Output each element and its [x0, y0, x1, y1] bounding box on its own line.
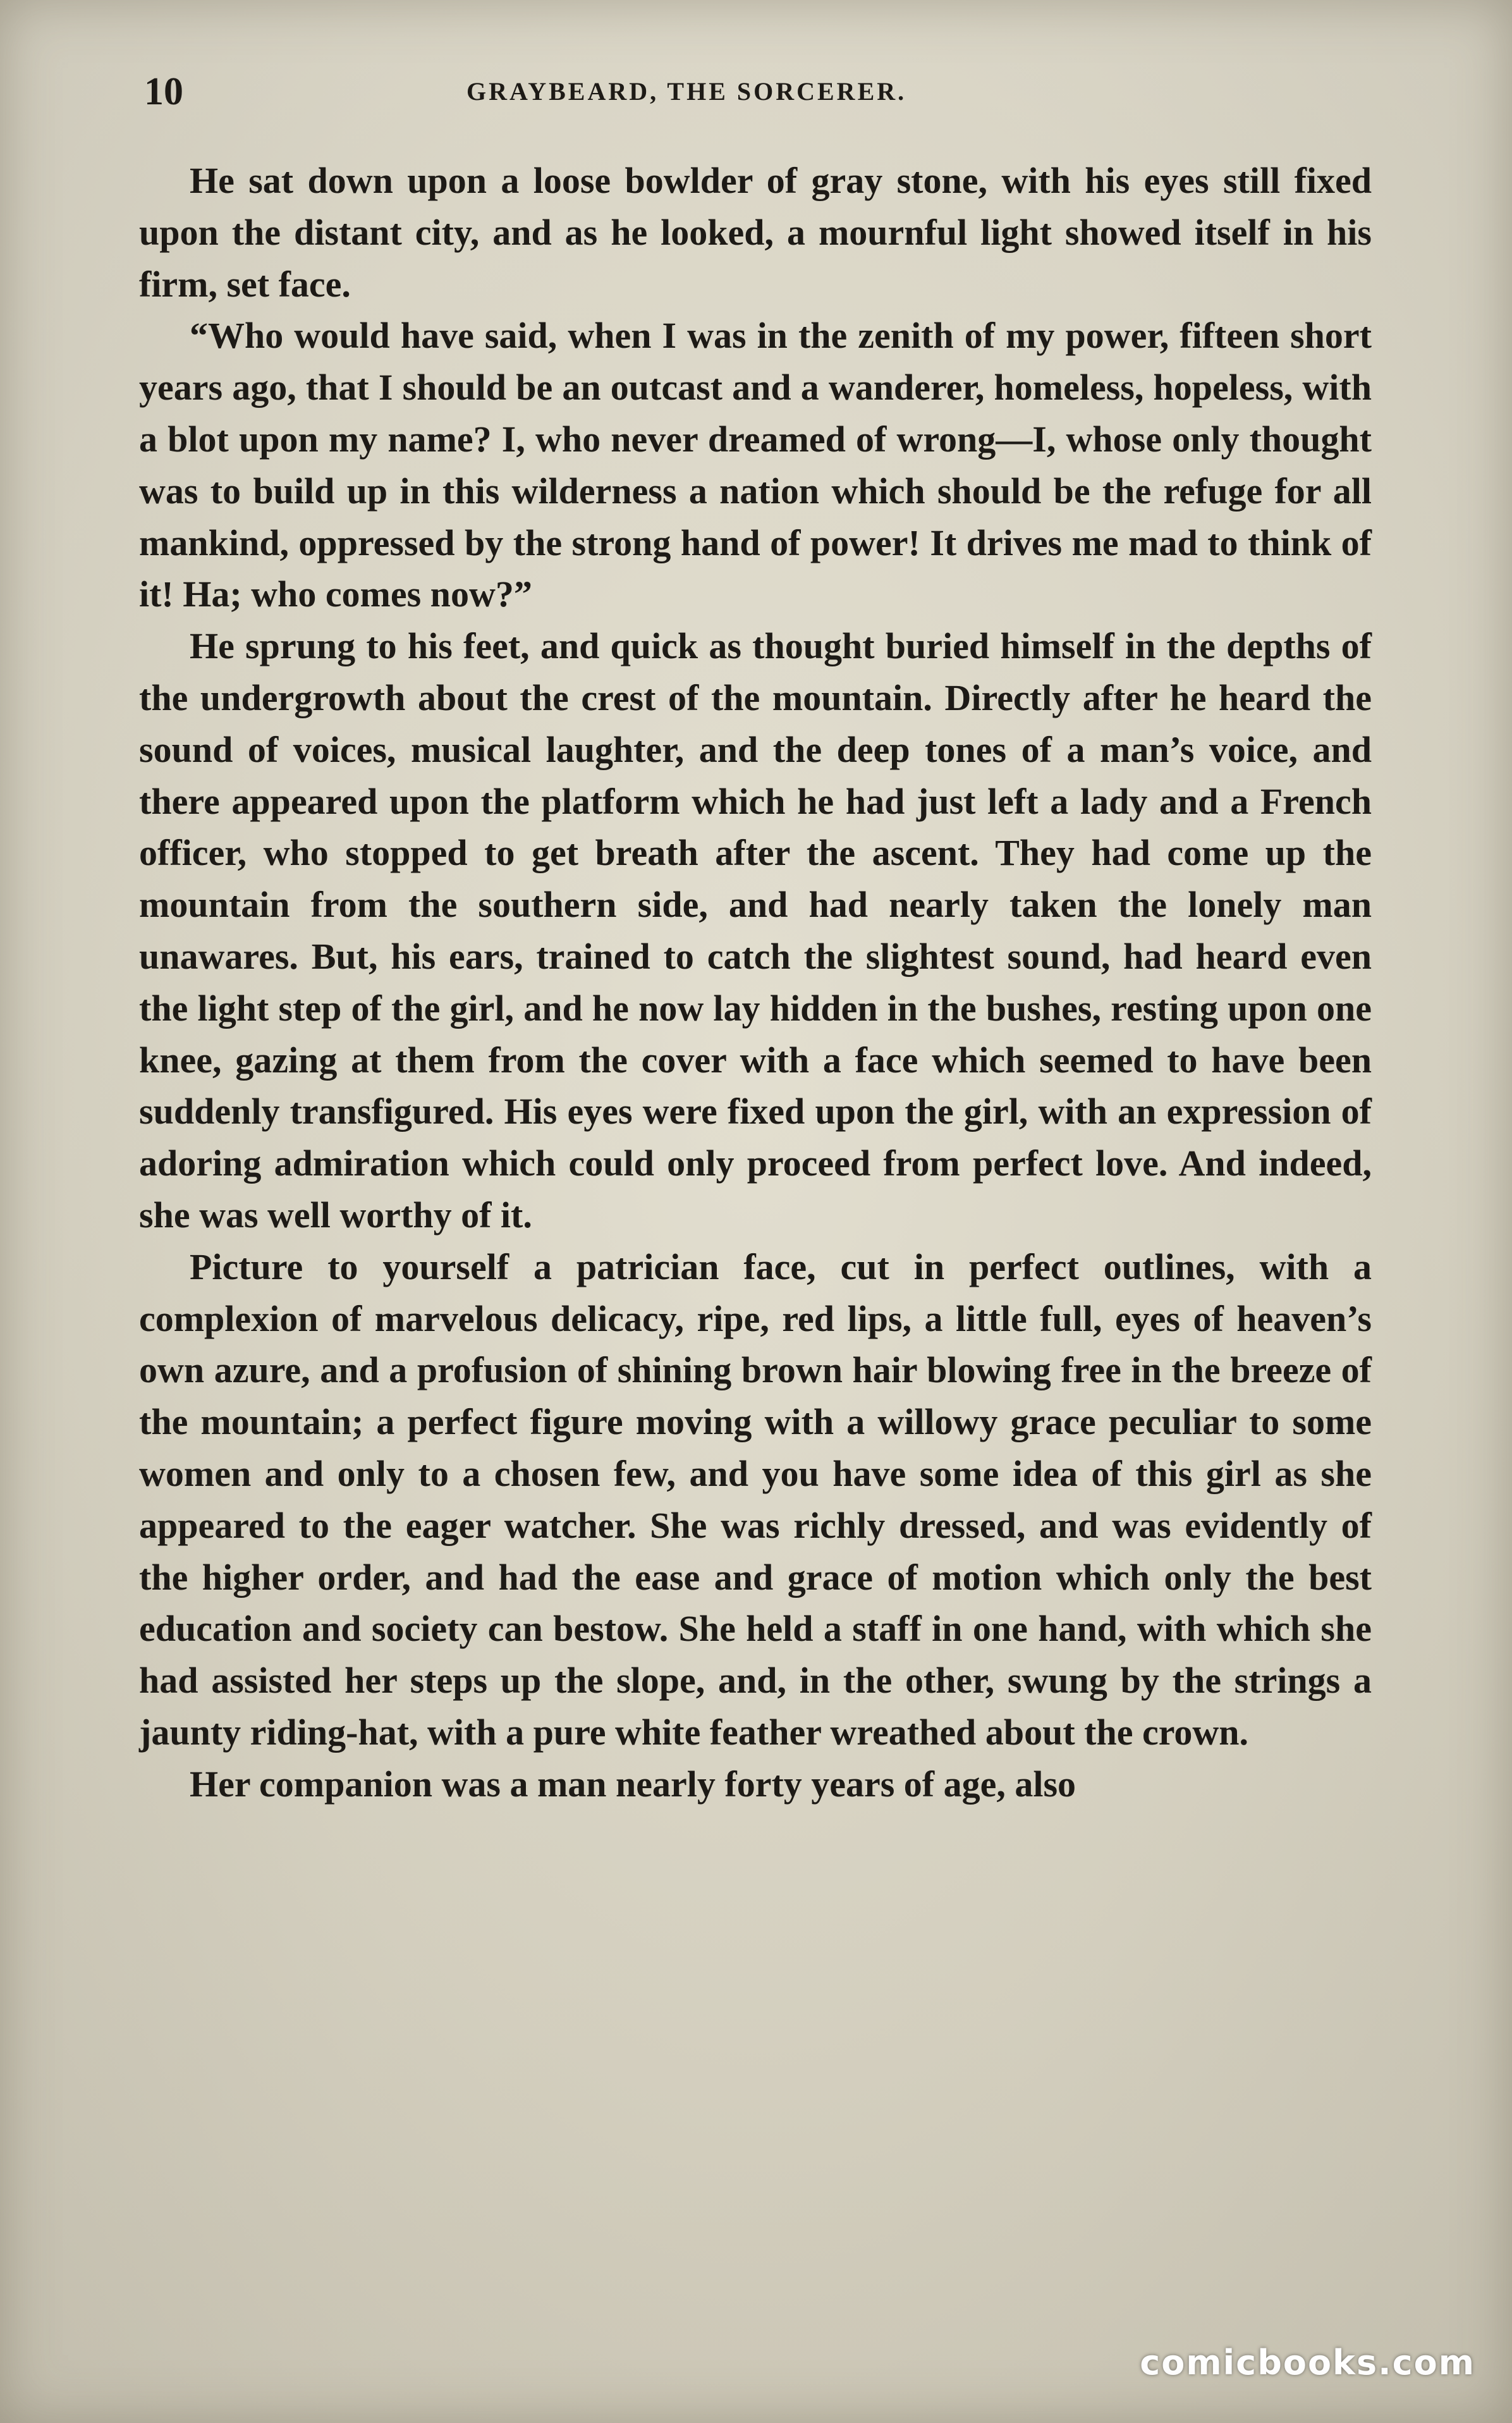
paragraph: He sprung to his feet, and quick as thought buried himself in the depths of the undergrowth about the crest of the mountain. Directly after he heard the sound of voices, musical laughter, and the deep tones of a man’s voice, and there appeared upon the platform which he had just left a lady and a French officer, who stopped to get breath after the ascent. They had come up the mountain from the southern side, and had nearly taken the lonely man unawares. But, his ears, trained to catch the slightest sound, had heard even the light step of the girl, and he now lay hidden in the bushes, resting upon one knee, gazing at them from the cover with a face which seemed to have been suddenly transfigured. His eyes were fixed upon the girl, with an expression of adoring admiration which could only proceed from perfect love. And indeed, she was well worthy of it. [139, 625, 1372, 1236]
paragraph: Picture to yourself a patrician face, cut in perfect outlines, with a complexion of marvelous delicacy, ripe, red lips, a little full, eyes of heaven’s own azure, and a profusion of shining brown hair blowing free in the breeze of the mountain; a perfect figure moving with a willowy grace peculiar to some women and only to a chosen few, and you have some idea of this girl as she appeared to the eager watcher. She was richly dressed, and was evidently of the higher order, and had the ease and grace of motion which only the best education and society can bestow. She held a staff in one hand, with which she had assisted her steps up the slope, and, in the other, swung by the strings a jaunty riding-hat, with a pure white feather wreathed about the crown. [139, 1246, 1372, 1753]
paragraph: “Who would have said, when I was in the zenith of my power, fifteen short years ago, that I should be an outcast and a wanderer, homeless, hopeless, with a blot upon my name? I, who never dreamed of wrong—I, whose only thought was to build up in this wilderness a nation which should be the refuge for all mankind, oppressed by the strong hand of power! It drives me mad to think of it! Ha; who comes now?” [139, 315, 1372, 615]
paragraph: He sat down upon a loose bowlder of gray stone, with his eyes still fixed upon the distant city, and as he looked, a mournful light showed itself in his firm, set face. [139, 160, 1372, 305]
running-title: GRAYBEARD, THE SORCERER. [466, 77, 907, 106]
paragraph: Her companion was a man nearly forty years of age, also [190, 1763, 1076, 1805]
body-text [139, 155, 1372, 1810]
site-watermark: comicbooks.com [1140, 2343, 1475, 2383]
page-number: 10 [144, 70, 183, 113]
page-header [144, 63, 1370, 120]
